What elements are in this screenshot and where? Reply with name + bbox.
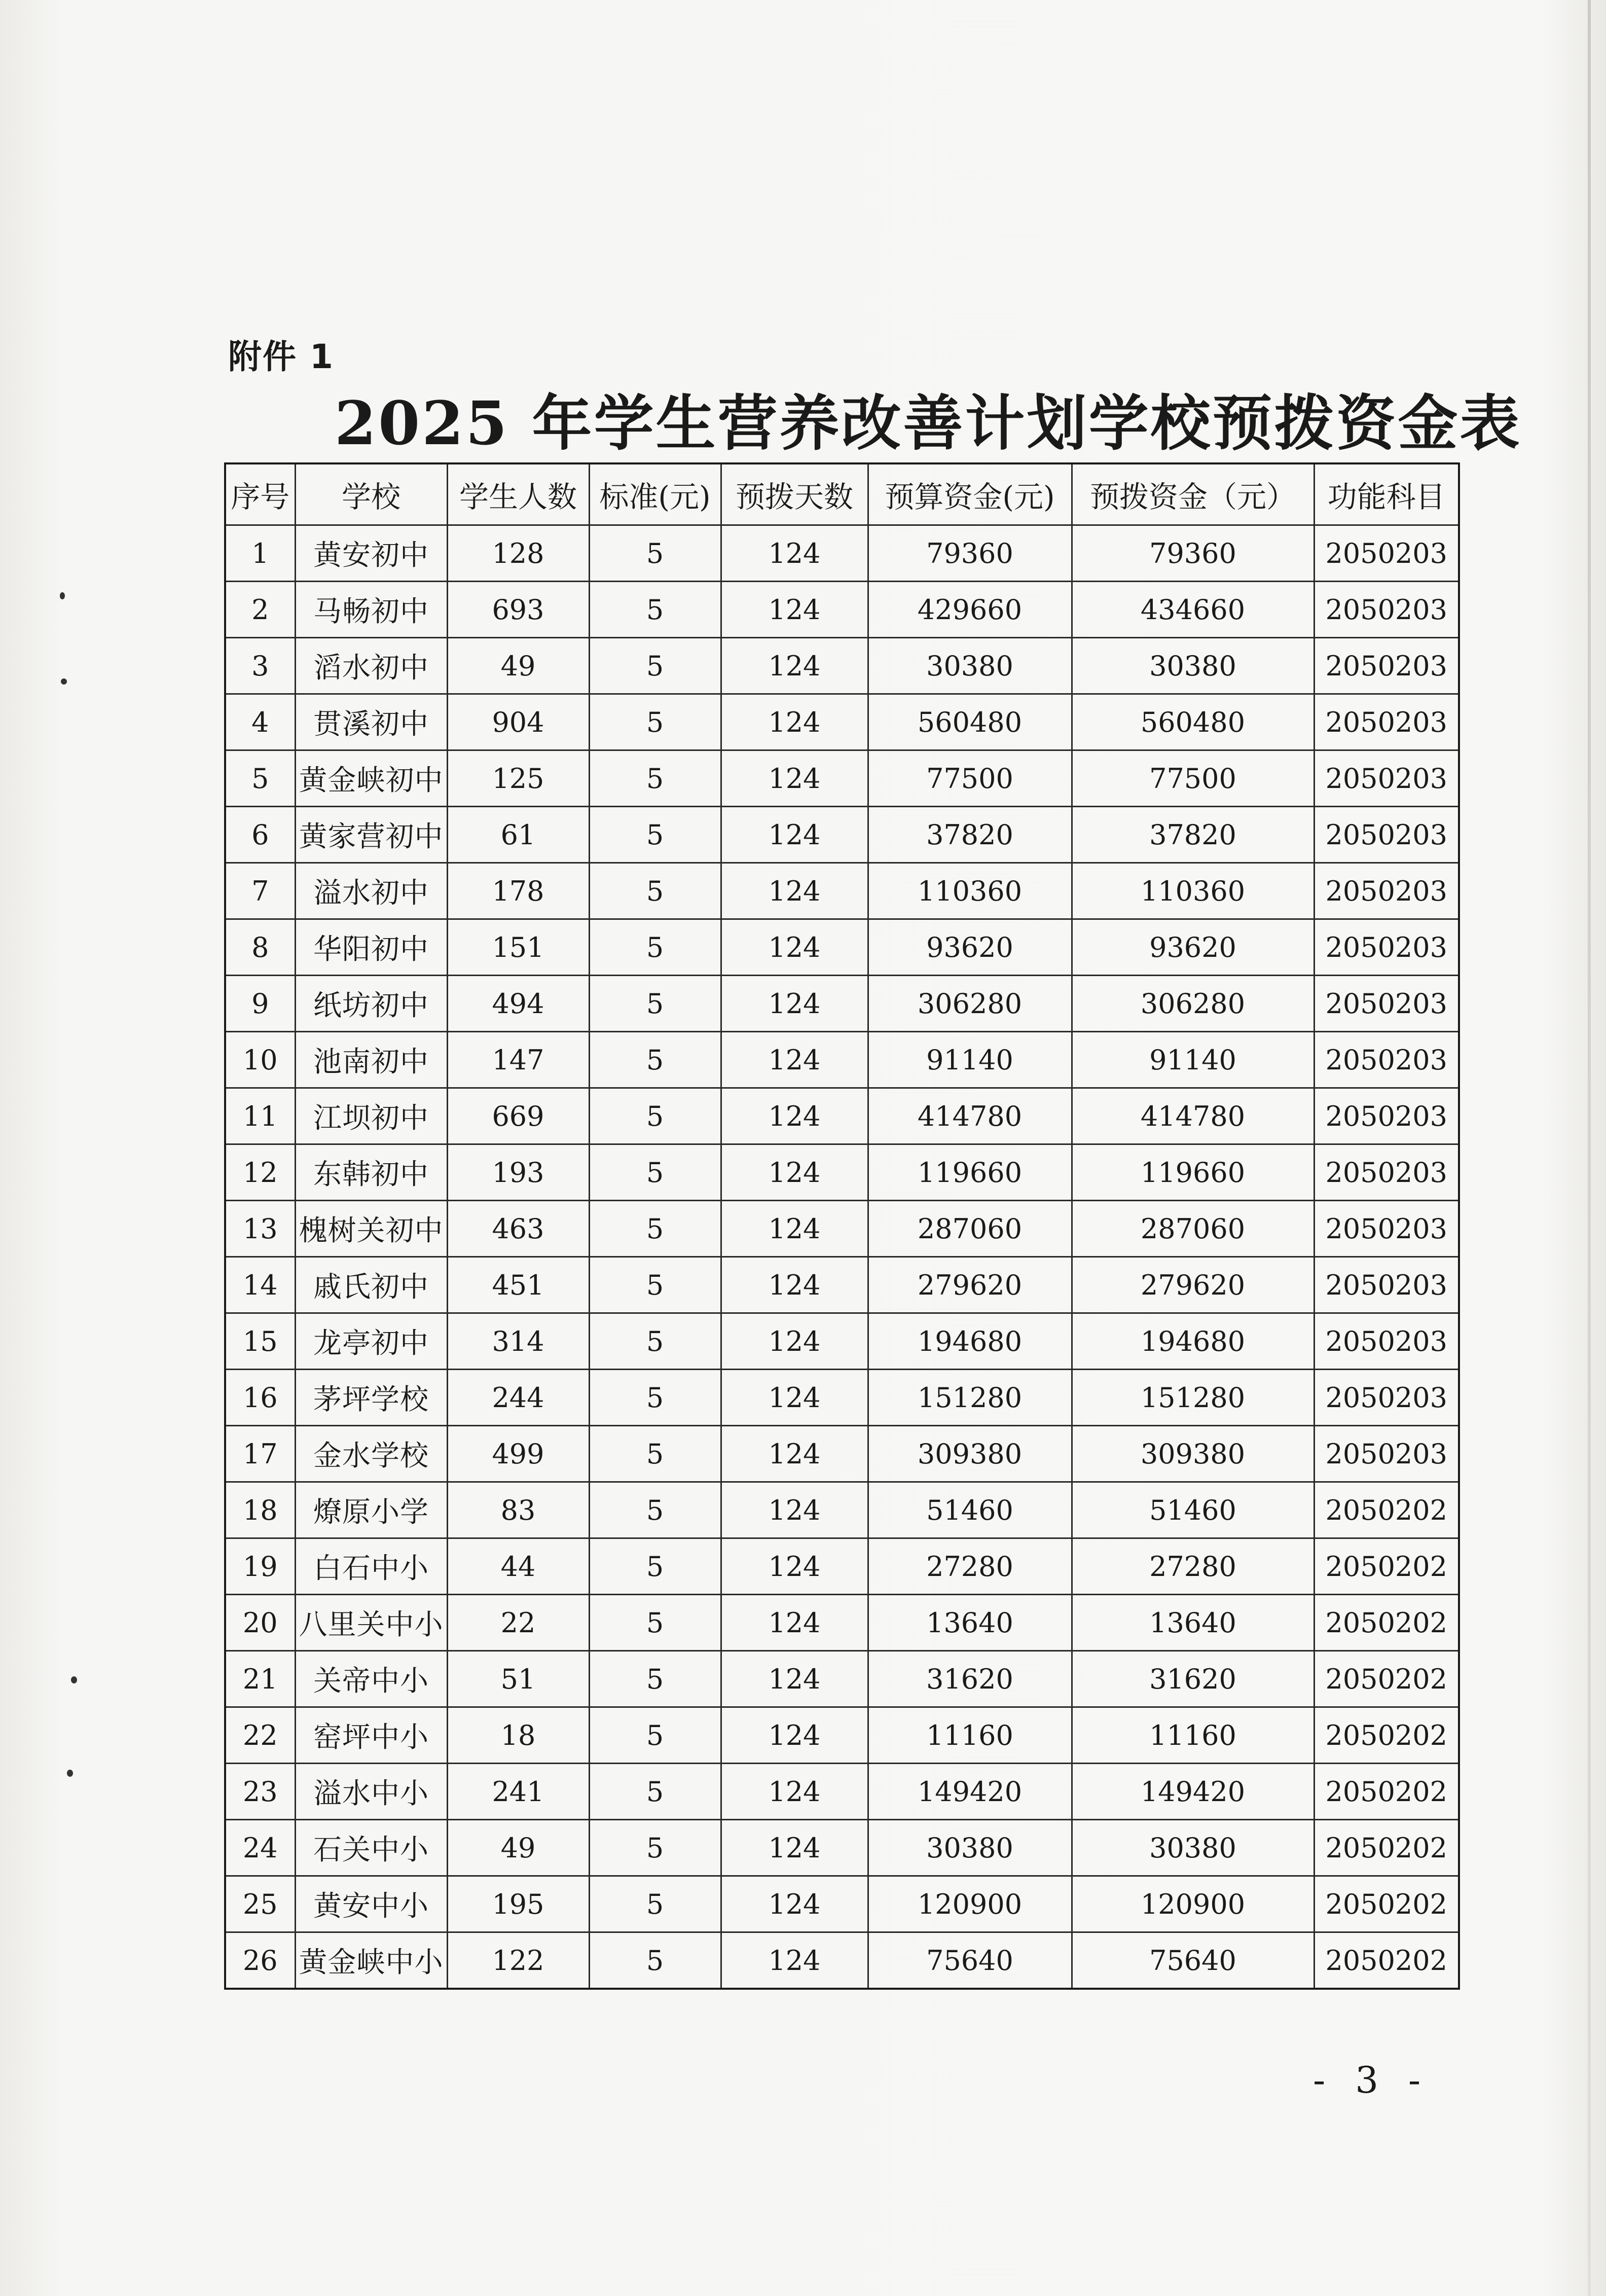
cell-days: 124 [721, 1538, 868, 1595]
cell-school: 滔水初中 [295, 638, 447, 694]
table-row [225, 1538, 1459, 1595]
cell-index: 24 [225, 1820, 295, 1876]
cell-standard: 5 [589, 1032, 721, 1088]
cell-students: 195 [447, 1876, 589, 1932]
cell-school: 溢水初中 [295, 863, 447, 919]
cell-allocation: 30380 [1072, 1820, 1314, 1876]
cell-subject-code: 2050203 [1314, 976, 1459, 1032]
cell-standard: 5 [589, 638, 721, 694]
cell-budget: 110360 [868, 863, 1072, 919]
cell-days: 124 [721, 582, 868, 638]
cell-index: 1 [225, 525, 295, 582]
document-title: 2025 年学生营养改善计划学校预拨资金表 [335, 388, 1522, 458]
table-row [225, 1313, 1459, 1370]
cell-standard: 5 [589, 1088, 721, 1144]
cell-school: 黄金峡中小 [295, 1932, 447, 1989]
cell-days: 124 [721, 976, 868, 1032]
cell-budget: 75640 [868, 1932, 1072, 1989]
cell-days: 124 [721, 1426, 868, 1482]
cell-allocation: 31620 [1072, 1651, 1314, 1707]
cell-days: 124 [721, 638, 868, 694]
cell-standard: 5 [589, 582, 721, 638]
cell-subject-code: 2050202 [1314, 1876, 1459, 1932]
cell-allocation: 120900 [1072, 1876, 1314, 1932]
cell-index: 23 [225, 1764, 295, 1820]
cell-index: 14 [225, 1257, 295, 1313]
cell-subject-code: 2050203 [1314, 750, 1459, 807]
cell-standard: 5 [589, 919, 721, 976]
cell-budget: 11160 [868, 1707, 1072, 1764]
cell-school: 贯溪初中 [295, 694, 447, 750]
cell-budget: 151280 [868, 1370, 1072, 1426]
cell-index: 20 [225, 1595, 295, 1651]
cell-standard: 5 [589, 807, 721, 863]
page-number: - 3 - [1313, 2059, 1430, 2101]
cell-budget: 91140 [868, 1032, 1072, 1088]
table-row [225, 919, 1459, 976]
cell-school: 东韩初中 [295, 1144, 447, 1201]
cell-students: 669 [447, 1088, 589, 1144]
cell-index: 4 [225, 694, 295, 750]
table-row [225, 1088, 1459, 1144]
cell-subject-code: 2050203 [1314, 1032, 1459, 1088]
cell-standard: 5 [589, 1595, 721, 1651]
cell-days: 124 [721, 1201, 868, 1257]
table-body [225, 525, 1459, 1989]
cell-days: 124 [721, 1144, 868, 1201]
cell-school: 溢水中小 [295, 1764, 447, 1820]
table-row [225, 1144, 1459, 1201]
cell-index: 25 [225, 1876, 295, 1932]
cell-school: 华阳初中 [295, 919, 447, 976]
cell-index: 21 [225, 1651, 295, 1707]
table-row [225, 525, 1459, 582]
cell-allocation: 13640 [1072, 1595, 1314, 1651]
table-row [225, 807, 1459, 863]
cell-standard: 5 [589, 1201, 721, 1257]
cell-days: 124 [721, 1257, 868, 1313]
cell-budget: 27280 [868, 1538, 1072, 1595]
cell-allocation: 279620 [1072, 1257, 1314, 1313]
cell-budget: 119660 [868, 1144, 1072, 1201]
cell-subject-code: 2050203 [1314, 1201, 1459, 1257]
table-row [225, 582, 1459, 638]
cell-standard: 5 [589, 1370, 721, 1426]
cell-standard: 5 [589, 1707, 721, 1764]
cell-allocation: 37820 [1072, 807, 1314, 863]
table-row [225, 1426, 1459, 1482]
cell-index: 2 [225, 582, 295, 638]
cell-subject-code: 2050203 [1314, 638, 1459, 694]
cell-standard: 5 [589, 1651, 721, 1707]
cell-subject-code: 2050203 [1314, 525, 1459, 582]
cell-index: 6 [225, 807, 295, 863]
cell-school: 金水学校 [295, 1426, 447, 1482]
cell-school: 八里关中小 [295, 1595, 447, 1651]
cell-school: 龙亭初中 [295, 1313, 447, 1370]
cell-subject-code: 2050203 [1314, 582, 1459, 638]
cell-days: 124 [721, 807, 868, 863]
cell-allocation: 77500 [1072, 750, 1314, 807]
cell-students: 193 [447, 1144, 589, 1201]
cell-budget: 13640 [868, 1595, 1072, 1651]
cell-index: 9 [225, 976, 295, 1032]
cell-allocation: 51460 [1072, 1482, 1314, 1538]
cell-index: 5 [225, 750, 295, 807]
cell-days: 124 [721, 750, 868, 807]
cell-allocation: 149420 [1072, 1764, 1314, 1820]
table-row [225, 1370, 1459, 1426]
cell-subject-code: 2050202 [1314, 1651, 1459, 1707]
cell-school: 纸坊初中 [295, 976, 447, 1032]
cell-students: 241 [447, 1764, 589, 1820]
table-row [225, 1764, 1459, 1820]
cell-students: 314 [447, 1313, 589, 1370]
cell-students: 122 [447, 1932, 589, 1989]
cell-students: 49 [447, 638, 589, 694]
cell-students: 151 [447, 919, 589, 976]
cell-students: 499 [447, 1426, 589, 1482]
scan-speck [60, 592, 65, 599]
col-header-index: 序号 [225, 463, 295, 525]
cell-students: 178 [447, 863, 589, 919]
cell-index: 11 [225, 1088, 295, 1144]
table-row [225, 1032, 1459, 1088]
cell-budget: 306280 [868, 976, 1072, 1032]
cell-budget: 79360 [868, 525, 1072, 582]
table-row [225, 1482, 1459, 1538]
cell-subject-code: 2050202 [1314, 1764, 1459, 1820]
cell-standard: 5 [589, 1538, 721, 1595]
cell-allocation: 75640 [1072, 1932, 1314, 1989]
cell-budget: 287060 [868, 1201, 1072, 1257]
cell-standard: 5 [589, 863, 721, 919]
cell-allocation: 434660 [1072, 582, 1314, 638]
cell-school: 黄金峡初中 [295, 750, 447, 807]
table-row [225, 1651, 1459, 1707]
cell-students: 49 [447, 1820, 589, 1876]
cell-index: 7 [225, 863, 295, 919]
cell-standard: 5 [589, 750, 721, 807]
table-row [225, 1201, 1459, 1257]
cell-subject-code: 2050203 [1314, 1370, 1459, 1426]
cell-days: 124 [721, 1313, 868, 1370]
cell-subject-code: 2050202 [1314, 1820, 1459, 1876]
cell-budget: 93620 [868, 919, 1072, 976]
cell-subject-code: 2050202 [1314, 1595, 1459, 1651]
scan-speck [67, 1770, 73, 1777]
cell-subject-code: 2050203 [1314, 863, 1459, 919]
cell-index: 16 [225, 1370, 295, 1426]
cell-budget: 279620 [868, 1257, 1072, 1313]
col-header-days: 预拨天数 [721, 463, 868, 525]
cell-students: 147 [447, 1032, 589, 1088]
cell-budget: 31620 [868, 1651, 1072, 1707]
cell-students: 61 [447, 807, 589, 863]
cell-students: 44 [447, 1538, 589, 1595]
cell-index: 17 [225, 1426, 295, 1482]
cell-school: 戚氏初中 [295, 1257, 447, 1313]
col-header-school: 学校 [295, 463, 447, 525]
cell-subject-code: 2050203 [1314, 1426, 1459, 1482]
cell-school: 关帝中小 [295, 1651, 447, 1707]
cell-allocation: 91140 [1072, 1032, 1314, 1088]
cell-subject-code: 2050203 [1314, 694, 1459, 750]
cell-allocation: 119660 [1072, 1144, 1314, 1201]
cell-index: 19 [225, 1538, 295, 1595]
cell-index: 15 [225, 1313, 295, 1370]
table-row [225, 1820, 1459, 1876]
cell-subject-code: 2050203 [1314, 807, 1459, 863]
cell-standard: 5 [589, 694, 721, 750]
cell-students: 22 [447, 1595, 589, 1651]
cell-days: 124 [721, 1482, 868, 1538]
cell-subject-code: 2050203 [1314, 1313, 1459, 1370]
cell-days: 124 [721, 1876, 868, 1932]
cell-school: 燎原小学 [295, 1482, 447, 1538]
cell-school: 白石中小 [295, 1538, 447, 1595]
cell-budget: 414780 [868, 1088, 1072, 1144]
cell-index: 18 [225, 1482, 295, 1538]
col-header-students: 学生人数 [447, 463, 589, 525]
scan-edge [1588, 0, 1591, 2296]
table-row [225, 1932, 1459, 1989]
cell-budget: 309380 [868, 1426, 1072, 1482]
cell-students: 244 [447, 1370, 589, 1426]
cell-budget: 560480 [868, 694, 1072, 750]
cell-budget: 120900 [868, 1876, 1072, 1932]
cell-standard: 5 [589, 1764, 721, 1820]
cell-days: 124 [721, 919, 868, 976]
cell-budget: 194680 [868, 1313, 1072, 1370]
cell-allocation: 194680 [1072, 1313, 1314, 1370]
cell-allocation: 414780 [1072, 1088, 1314, 1144]
cell-days: 124 [721, 1707, 868, 1764]
cell-school: 黄家营初中 [295, 807, 447, 863]
cell-days: 124 [721, 1370, 868, 1426]
cell-index: 10 [225, 1032, 295, 1088]
cell-students: 451 [447, 1257, 589, 1313]
cell-students: 494 [447, 976, 589, 1032]
cell-days: 124 [721, 525, 868, 582]
cell-budget: 37820 [868, 807, 1072, 863]
cell-days: 124 [721, 694, 868, 750]
cell-school: 茅坪学校 [295, 1370, 447, 1426]
cell-standard: 5 [589, 1820, 721, 1876]
cell-budget: 51460 [868, 1482, 1072, 1538]
table-row [225, 1707, 1459, 1764]
attachment-label: 附件 1 [228, 337, 334, 376]
cell-subject-code: 2050203 [1314, 1144, 1459, 1201]
cell-standard: 5 [589, 1144, 721, 1201]
cell-students: 125 [447, 750, 589, 807]
cell-subject-code: 2050202 [1314, 1538, 1459, 1595]
cell-school: 石关中小 [295, 1820, 447, 1876]
cell-allocation: 560480 [1072, 694, 1314, 750]
col-header-allocation: 预拨资金（元） [1072, 463, 1314, 525]
cell-days: 124 [721, 1088, 868, 1144]
cell-days: 124 [721, 1032, 868, 1088]
cell-subject-code: 2050202 [1314, 1707, 1459, 1764]
cell-standard: 5 [589, 1482, 721, 1538]
cell-subject-code: 2050202 [1314, 1932, 1459, 1989]
cell-standard: 5 [589, 1313, 721, 1370]
table-row [225, 1595, 1459, 1651]
funding-table [224, 462, 1460, 1990]
cell-subject-code: 2050203 [1314, 1257, 1459, 1313]
cell-subject-code: 2050203 [1314, 1088, 1459, 1144]
cell-allocation: 287060 [1072, 1201, 1314, 1257]
cell-students: 463 [447, 1201, 589, 1257]
table-row [225, 638, 1459, 694]
cell-index: 3 [225, 638, 295, 694]
col-header-subject-code: 功能科目 [1314, 463, 1459, 525]
cell-index: 12 [225, 1144, 295, 1201]
cell-allocation: 309380 [1072, 1426, 1314, 1482]
table-row [225, 694, 1459, 750]
table-row [225, 1876, 1459, 1932]
col-header-budget: 预算资金(元) [868, 463, 1072, 525]
cell-allocation: 93620 [1072, 919, 1314, 976]
cell-days: 124 [721, 1595, 868, 1651]
cell-students: 18 [447, 1707, 589, 1764]
cell-days: 124 [721, 1651, 868, 1707]
table-row [225, 750, 1459, 807]
cell-index: 26 [225, 1932, 295, 1989]
cell-allocation: 306280 [1072, 976, 1314, 1032]
col-header-standard: 标准(元) [589, 463, 721, 525]
cell-standard: 5 [589, 1426, 721, 1482]
cell-standard: 5 [589, 1932, 721, 1989]
table-row [225, 976, 1459, 1032]
cell-allocation: 30380 [1072, 638, 1314, 694]
cell-school: 马畅初中 [295, 582, 447, 638]
cell-budget: 30380 [868, 638, 1072, 694]
cell-students: 693 [447, 582, 589, 638]
cell-index: 8 [225, 919, 295, 976]
table-row [225, 1257, 1459, 1313]
cell-standard: 5 [589, 976, 721, 1032]
cell-school: 槐树关初中 [295, 1201, 447, 1257]
cell-index: 22 [225, 1707, 295, 1764]
cell-allocation: 11160 [1072, 1707, 1314, 1764]
cell-standard: 5 [589, 1257, 721, 1313]
cell-subject-code: 2050202 [1314, 1482, 1459, 1538]
cell-students: 83 [447, 1482, 589, 1538]
scan-speck [61, 678, 67, 685]
cell-school: 窑坪中小 [295, 1707, 447, 1764]
scan-speck [71, 1676, 77, 1683]
cell-days: 124 [721, 1764, 868, 1820]
cell-school: 黄安中小 [295, 1876, 447, 1932]
cell-allocation: 79360 [1072, 525, 1314, 582]
cell-school: 黄安初中 [295, 525, 447, 582]
cell-days: 124 [721, 1820, 868, 1876]
cell-standard: 5 [589, 1876, 721, 1932]
cell-students: 128 [447, 525, 589, 582]
cell-students: 904 [447, 694, 589, 750]
cell-index: 13 [225, 1201, 295, 1257]
cell-school: 池南初中 [295, 1032, 447, 1088]
cell-budget: 30380 [868, 1820, 1072, 1876]
cell-budget: 149420 [868, 1764, 1072, 1820]
cell-allocation: 27280 [1072, 1538, 1314, 1595]
cell-days: 124 [721, 863, 868, 919]
cell-days: 124 [721, 1932, 868, 1989]
table-row [225, 863, 1459, 919]
cell-school: 江坝初中 [295, 1088, 447, 1144]
cell-allocation: 110360 [1072, 863, 1314, 919]
table-header-row [225, 463, 1459, 525]
cell-standard: 5 [589, 525, 721, 582]
cell-subject-code: 2050203 [1314, 919, 1459, 976]
cell-students: 51 [447, 1651, 589, 1707]
cell-budget: 429660 [868, 582, 1072, 638]
cell-budget: 77500 [868, 750, 1072, 807]
cell-allocation: 151280 [1072, 1370, 1314, 1426]
